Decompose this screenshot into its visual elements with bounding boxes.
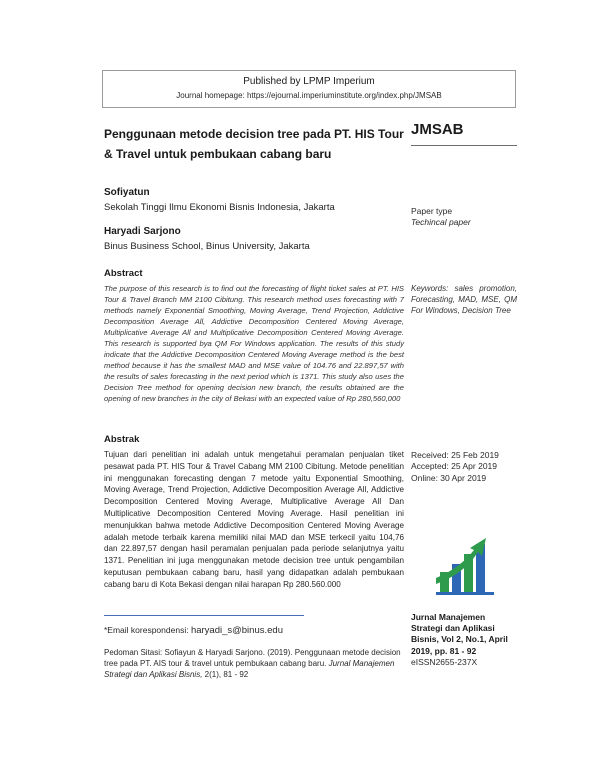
- journal-code: JMSAB: [411, 121, 464, 138]
- email-link[interactable]: haryadi_s@binus.edu: [190, 625, 283, 636]
- author-name: Sofiyatun: [104, 187, 150, 198]
- email-prefix: *Email korespondensi:: [104, 625, 191, 635]
- journal-code-underline: [411, 145, 517, 146]
- paper-title: Penggunaan metode decision tree pada PT. HIS Tour & Travel untuk pembukaan cabang baru: [104, 127, 404, 161]
- abstract-heading: Abstract: [104, 268, 143, 279]
- author-block-2: [104, 226, 310, 252]
- article-dates: [411, 450, 499, 484]
- author-affiliation: Sekolah Tinggi Ilmu Ekonomi Bisnis Indonesia, Jakarta: [104, 202, 335, 213]
- author-block-1: [104, 187, 335, 213]
- journal-info-line: Bisnis, Vol 2, No.1, April: [411, 634, 508, 645]
- paper-type-value: Techincal paper: [411, 217, 471, 227]
- journal-issn: eISSN2655-237X: [411, 656, 478, 667]
- journal-info-line: Strategi dan Aplikasi: [411, 623, 495, 634]
- paper-type: [411, 206, 471, 228]
- citation-text: Pedoman Sitasi: Sofiayun & Haryadi Sarjono. (2019). Penggunaan metode decision tree pada PT. AIS tour & travel untuk pembukaan cabang baru.: [104, 648, 401, 669]
- abstrak-text: Tujuan dari penelitian ini adalah untuk mengetahui peramalan penjualan tiket pesawat pada PT. HIS Tour & Travel Cabang MM 2100 Cibitung. Metode penelitian ini menggunakan forecasting dengan 7 metode yaitu Exponential Smoothing, Moving Average, Trend Projection, Addictive Decomposition Average All, Addictive Decomposition Centered Moving Average, Multiplicative Average All Dan Multiplicative Decomposition Centered Moving Average. Hasil penelitian ini menunjukkan bahwa metode Addictive Decomposition Centered Moving Average adalah metode terbaik karena memiliki nilai MAD dan MSE terkecil yaitu 104,76 dan 22.897,57 dengan hasil peramalan penjualan pada periode selanjutnya yaitu 1371. Penelitian ini juga menggunakan metode decision tree untuk pengambilan keputusan pembukaan cabang baru, hasil yang didapatkan adalah pembukaan cabang baru di Kota Bekasi dengan nilai harapan Rp 280.560.000: [104, 450, 404, 589]
- abstract-text: The purpose of this research is to find out the forecasting of flight ticket sales at PT. HIS Tour & Travel Branch MM 2100 Cibitung. This research method uses forecasting with 7 methods namely Exponential Smoothing, Moving Average, Trend Projection, Addictive Decomposition Average All, Addictive Decomposition Centered Moving Average, Multiplicative Average All and Multiplicative Decomposition Centered Moving Average. This research is supported bya QM For Windows application. The results of this study indicate that the Addictive Decomposition Centered Moving Average method is the best method because it has the smallest MAD and MSE value of 104.76 and 22.897,57 with the results of sales forecasting in the next period which is 1371. This study also uses the Decision Tree method for opening decision new branch, the results obtained are the opening of new branches in the city of Bekasi with an expected value of Rp 280,560,000: [104, 284, 404, 403]
- publisher-line: Published by LPMP Imperium: [243, 76, 375, 87]
- corresponding-email: [104, 625, 283, 636]
- abstrak-heading: Abstrak: [104, 434, 140, 445]
- citation-journal: Jurnal Manajemen Strategi dan Aplikasi Bisnis,: [104, 659, 395, 680]
- journal-info-line: 2019, pp. 81 - 92: [411, 645, 477, 656]
- citation-guide: [104, 647, 404, 681]
- accepted-date: Accepted: 25 Apr 2019: [411, 461, 498, 472]
- paper-type-label: Paper type: [411, 206, 453, 216]
- journal-info-line: Jurnal Manajemen: [411, 612, 486, 622]
- footnote-divider: [104, 615, 304, 616]
- author-affiliation: Binus Business School, Binus University, Jakarta: [104, 241, 310, 252]
- journal-info: [411, 612, 521, 668]
- citation-volume: 2(1), 81 - 92: [202, 670, 249, 680]
- online-date: Online: 30 Apr 2019: [411, 472, 487, 483]
- author-name: Haryadi Sarjono: [104, 226, 181, 237]
- journal-homepage-link[interactable]: Journal homepage: https://ejournal.imperiuminstitute.org/index.php/JMSAB: [176, 91, 442, 100]
- journal-header-box: [102, 70, 516, 108]
- keywords: Keywords: sales promotion, Forecasting, MAD, MSE, QM For Windows, Decision Tree: [411, 284, 517, 315]
- received-date: Received: 25 Feb 2019: [411, 450, 499, 460]
- journal-logo-icon: [430, 528, 502, 600]
